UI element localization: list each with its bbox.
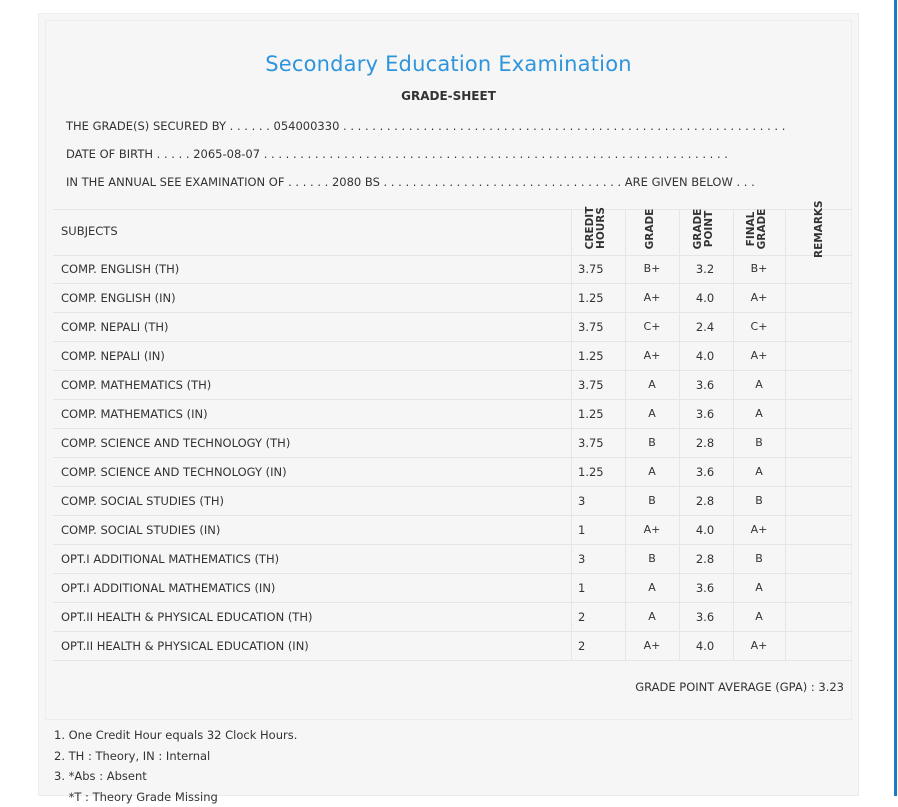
notes-list <box>54 725 297 807</box>
grade-point-cell: 2.8 <box>685 552 725 566</box>
subject-cell: COMP. SCIENCE AND TECHNOLOGY (IN) <box>61 465 287 479</box>
page-right-border <box>894 0 897 796</box>
grade-point-cell: 3.6 <box>685 610 725 624</box>
grade-sheet <box>38 13 859 796</box>
final-grade-cell: B <box>739 552 779 565</box>
subject-cell: COMP. NEPALI (IN) <box>61 349 165 363</box>
credit-hours-cell: 1.25 <box>578 349 604 363</box>
subject-cell: OPT.II HEALTH & PHYSICAL EDUCATION (TH) <box>61 610 312 624</box>
final-grade-cell: A <box>739 581 779 594</box>
header-subjects: SUBJECTS <box>61 224 118 238</box>
subject-cell: COMP. MATHEMATICS (IN) <box>61 407 208 421</box>
grade-point-cell: 2.8 <box>685 494 725 508</box>
symbol-number-line: THE GRADE(S) SECURED BY . . . . . . 054000330 . . . . . . . . . . . . . . . . . . . . . . . . . . . . . . . . . . . . . . . . . . . . . . . . . . . . . . . . . . . . . <box>66 119 785 133</box>
note-item: 1. One Credit Hour equals 32 Clock Hours. <box>54 725 297 746</box>
grade-point-cell: 3.6 <box>685 378 725 392</box>
grade-point-cell: 3.2 <box>685 262 725 276</box>
grade-point-cell: 4.0 <box>685 523 725 537</box>
grade-cell: B <box>632 436 672 449</box>
credit-hours-cell: 3.75 <box>578 320 604 334</box>
column-divider <box>733 209 734 660</box>
header-grade: GRADE <box>645 207 656 251</box>
final-grade-cell: A <box>739 378 779 391</box>
grade-point-cell: 4.0 <box>685 349 725 363</box>
grade-cell: B <box>632 552 672 565</box>
header-final-grade: FINAL GRADE <box>746 207 768 251</box>
credit-hours-cell: 2 <box>578 610 585 624</box>
grade-point-cell: 2.4 <box>685 320 725 334</box>
final-grade-cell: A+ <box>739 349 779 362</box>
credit-hours-cell: 1.25 <box>578 291 604 305</box>
credit-hours-cell: 3 <box>578 494 585 508</box>
grade-cell: B+ <box>632 262 672 275</box>
credit-hours-cell: 1 <box>578 523 585 537</box>
grade-cell: A+ <box>632 523 672 536</box>
grade-point-cell: 2.8 <box>685 436 725 450</box>
note-item: 2. TH : Theory, IN : Internal <box>54 746 297 767</box>
final-grade-cell: B <box>739 494 779 507</box>
subject-cell: COMP. SOCIAL STUDIES (IN) <box>61 523 220 537</box>
grade-cell: A+ <box>632 291 672 304</box>
final-grade-cell: A <box>739 465 779 478</box>
subject-cell: COMP. MATHEMATICS (TH) <box>61 378 211 392</box>
credit-hours-cell: 3.75 <box>578 378 604 392</box>
final-grade-cell: B+ <box>739 262 779 275</box>
column-divider <box>679 209 680 660</box>
column-divider <box>571 209 572 660</box>
grade-point-cell: 4.0 <box>685 639 725 653</box>
grade-point-cell: 3.6 <box>685 407 725 421</box>
grade-point-cell: 3.6 <box>685 465 725 479</box>
grade-cell: A <box>632 378 672 391</box>
grade-sheet-heading: GRADE-SHEET <box>39 89 858 103</box>
subject-cell: COMP. ENGLISH (TH) <box>61 262 179 276</box>
subject-cell: OPT.I ADDITIONAL MATHEMATICS (IN) <box>61 581 275 595</box>
column-divider <box>785 209 786 660</box>
note-item: 3. *Abs : Absent <box>54 766 297 787</box>
grade-point-cell: 3.6 <box>685 581 725 595</box>
subject-cell: COMP. ENGLISH (IN) <box>61 291 176 305</box>
note-item: *T : Theory Grade Missing <box>54 787 297 807</box>
grade-cell: B <box>632 494 672 507</box>
grade-cell: A+ <box>632 639 672 652</box>
credit-hours-cell: 1.25 <box>578 407 604 421</box>
final-grade-cell: C+ <box>739 320 779 333</box>
header-credit-hours: CREDIT HOURS <box>585 205 607 251</box>
final-grade-cell: A+ <box>739 639 779 652</box>
subject-cell: COMP. SCIENCE AND TECHNOLOGY (TH) <box>61 436 290 450</box>
credit-hours-cell: 3.75 <box>578 436 604 450</box>
subject-cell: OPT.I ADDITIONAL MATHEMATICS (TH) <box>61 552 279 566</box>
date-of-birth-line: DATE OF BIRTH . . . . . 2065-08-07 . . . . . . . . . . . . . . . . . . . . . . . . . . . . . . . . . . . . . . . . . . . . . . . . . . . . . . . . . . . . . . . . <box>66 147 728 161</box>
grade-cell: C+ <box>632 320 672 333</box>
header-grade-point: GRADE POINT <box>693 207 715 251</box>
grade-cell: A+ <box>632 349 672 362</box>
grade-cell: A <box>632 610 672 623</box>
grade-point-cell: 4.0 <box>685 291 725 305</box>
final-grade-cell: A <box>739 407 779 420</box>
credit-hours-cell: 2 <box>578 639 585 653</box>
credit-hours-cell: 3 <box>578 552 585 566</box>
credit-hours-cell: 3.75 <box>578 262 604 276</box>
grade-cell: A <box>632 581 672 594</box>
final-grade-cell: A+ <box>739 523 779 536</box>
grade-cell: A <box>632 407 672 420</box>
final-grade-cell: A+ <box>739 291 779 304</box>
grade-cell: A <box>632 465 672 478</box>
subject-cell: COMP. NEPALI (TH) <box>61 320 169 334</box>
subject-cell: OPT.II HEALTH & PHYSICAL EDUCATION (IN) <box>61 639 309 653</box>
header-remarks: REMARKS <box>814 206 825 258</box>
column-divider <box>625 209 626 660</box>
credit-hours-cell: 1 <box>578 581 585 595</box>
gpa-summary: GRADE POINT AVERAGE (GPA) : 3.23 <box>635 680 844 694</box>
exam-title: Secondary Education Examination <box>39 52 858 76</box>
final-grade-cell: A <box>739 610 779 623</box>
final-grade-cell: B <box>739 436 779 449</box>
subject-cell: COMP. SOCIAL STUDIES (TH) <box>61 494 224 508</box>
credit-hours-cell: 1.25 <box>578 465 604 479</box>
exam-year-line: IN THE ANNUAL SEE EXAMINATION OF . . . . . . 2080 BS . . . . . . . . . . . . . . . . . . . . . . . . . . . . . . . . . ARE GIVEN BELOW . . . <box>66 175 755 189</box>
